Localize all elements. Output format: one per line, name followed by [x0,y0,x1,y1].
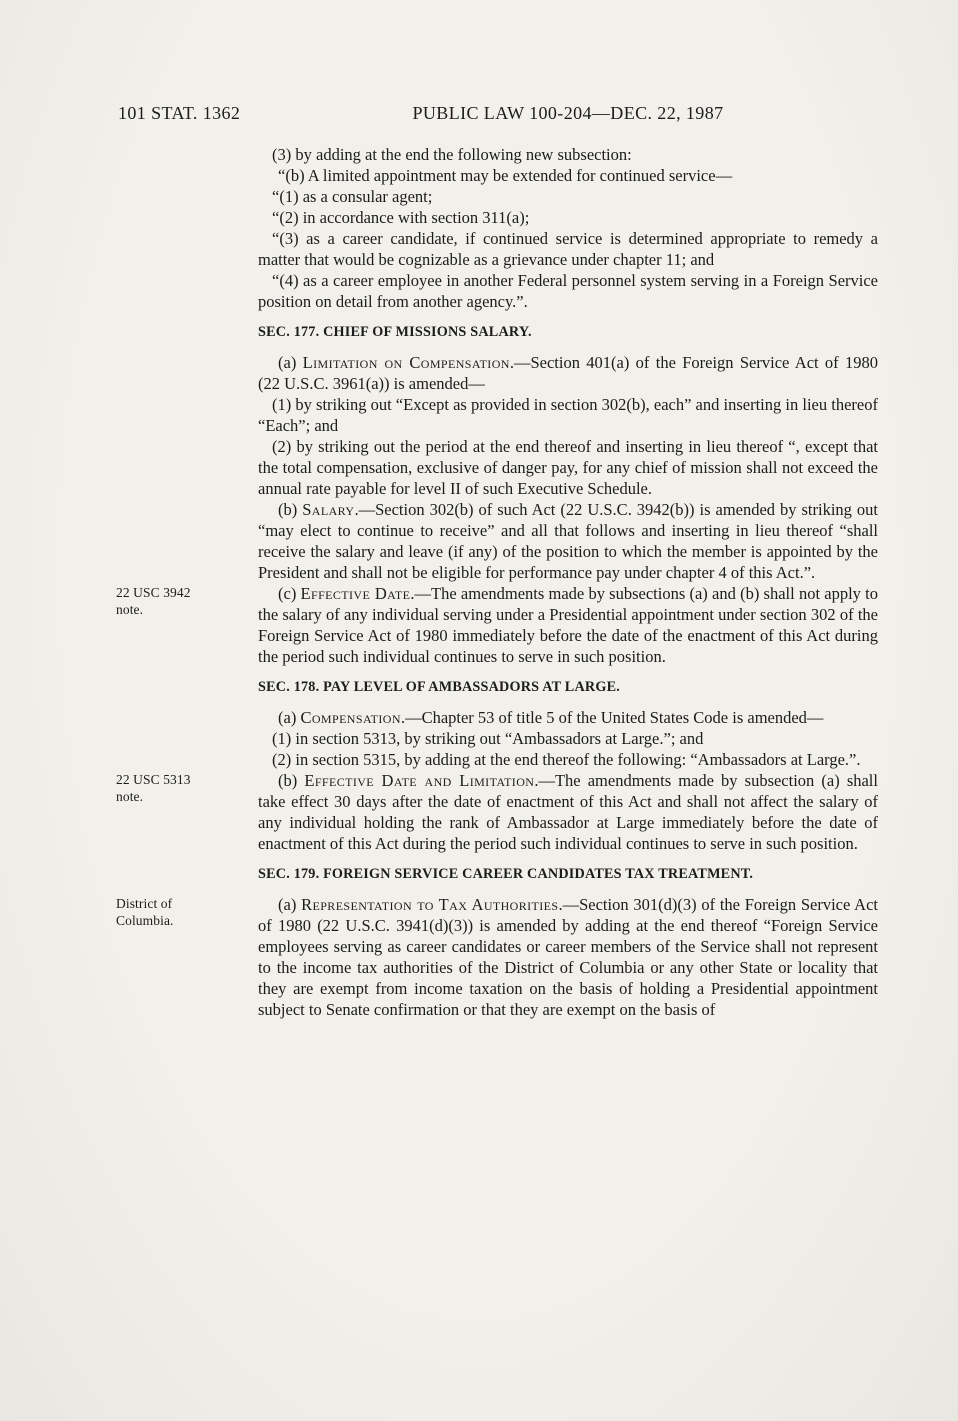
text-run: .—Chapter 53 of title 5 of the United States Code is amended— [400,708,824,727]
paragraph [116,583,878,667]
text-run: (1) in section 5313, by striking out “Ambassadors at Large.”; and [272,729,704,748]
text-run: .—Section 401(a) of the Foreign Service Act of 1980 (22 U.S.C. 3961(a)) is amended— [258,353,878,393]
text-run: .—The amendments made by subsection (a) shall take effect 30 days after the date of enactment of this Act and shall not affect the salary of any individual holding the rank of Ambassador at Large immediately before the date of enactment of this Act during the period such individual continues to serve in such position. [258,771,878,853]
smallcaps-text: Effective Date [300,584,411,603]
section-heading: SEC. 178. PAY LEVEL OF AMBASSADORS AT LARGE. [258,679,620,695]
text-run: .—Section 301(d)(3) of the Foreign Service Act of 1980 (22 U.S.C. 3941(d)(3)) is amended by adding at the end thereof “Foreign Service employees serving as career candidates or career members of the Service shall not represent to the income tax authorities of the District of Columbia or any other State or locality that they are exempt from income taxation on the basis of holding a Presidential appointment subject to Senate confirmation or that they are exempt on the basis of [258,895,878,1019]
smallcaps-text: Compensation [300,708,401,727]
text-run: (3) by adding at the end the following new subsection: [272,145,632,164]
text-run: (b) [278,771,305,790]
smallcaps-text: Limitation on Compensation [302,353,510,372]
margin-note: District of Columbia. [116,896,174,928]
smallcaps-text: Effective Date and Limitation [304,771,535,790]
paragraph [258,707,878,728]
text-run: (2) in section 5315, by adding at the end thereof the following: “Ambassadors at Large.”. [272,750,861,769]
section-heading: SEC. 177. CHIEF OF MISSIONS SALARY. [258,324,532,340]
paragraph [258,394,878,436]
text-run: “(1) as a consular agent; [272,187,433,206]
margin-note: 22 USC 5313 note. [116,772,191,804]
stat-page-number: 101 STAT. 1362 [118,103,241,123]
text-run: “(b) A limited appointment may be extended for continued service— [278,166,733,185]
paragraph [258,436,878,499]
paragraph [258,186,878,207]
section-heading: SEC. 179. FOREIGN SERVICE CAREER CANDIDATES TAX TREATMENT. [258,866,754,882]
text-run: .—Section 302(b) of such Act (22 U.S.C. 3942(b)) is amended by striking out “may elect to continue to receive” and all that follows and inserting in lieu thereof “shall receive the salary and leave (if any) of the position to which the member is appointed by the President and shall not be eligible for performance pay under chapter 4 of this Act.”. [258,500,878,582]
paragraph [258,144,878,165]
text-run: (1) by striking out “Except as provided in section 302(b), each” and inserting in lieu thereof “Each”; and [258,395,878,435]
public-law-running-head: PUBLIC LAW 100-204—DEC. 22, 1987 [412,103,724,123]
text-run: “(2) in accordance with section 311(a); [272,208,530,227]
paragraph [258,499,878,583]
paragraph [116,770,878,854]
paragraph [258,270,878,312]
smallcaps-text: Representation to Tax Authorities [301,895,559,914]
paragraph [258,352,878,394]
smallcaps-text: Salary [302,500,355,519]
text-run: “(3) as a career candidate, if continued service is determined appropriate to remedy a matter that would be cognizable as a grievance under chapter 11; and [258,229,878,269]
text-run: “(4) as a career employee in another Federal personnel system serving in a Foreign Service position on detail from another agency.”. [258,271,878,311]
paragraph [258,749,878,770]
paragraph [116,894,878,1020]
text-run: (2) by striking out the period at the end thereof and inserting in lieu thereof “, except that the total compensation, exclusive of danger pay, for any chief of mission shall not exceed the annual rate payable for level II of such Executive Schedule. [258,437,878,498]
text-run: (a) [278,708,301,727]
document-body [116,144,878,1020]
text-run: (a) [278,353,303,372]
text-run: (a) [278,895,302,914]
text-run: (c) [278,584,301,603]
paragraph [258,165,878,186]
paragraph [258,207,878,228]
paragraph [258,228,878,270]
text-run: (b) [278,500,303,519]
margin-note: 22 USC 3942 note. [116,585,191,617]
paragraph [258,728,878,749]
text-run: .—The amendments made by subsections (a) and (b) shall not apply to the salary of any individual serving under a Presidential appointment under section 302 of the Foreign Service Act of 1980 immediately before the date of the enactment of this Act during the period such individual continues to serve in such position. [258,584,878,666]
